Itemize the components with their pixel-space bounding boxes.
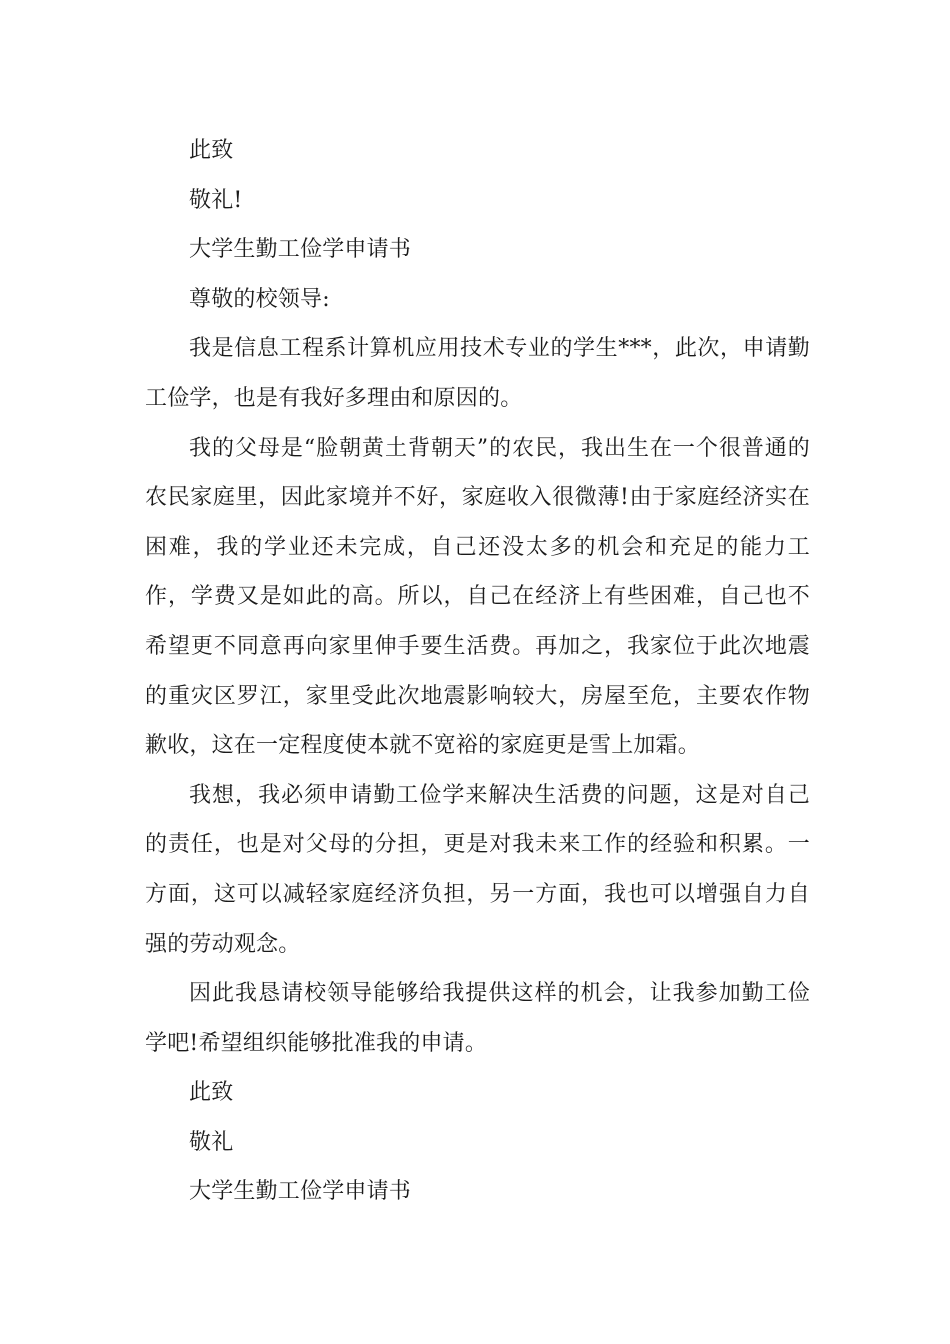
closing-salutation: 此致 bbox=[189, 138, 234, 163]
closing-salutation: 此致 bbox=[189, 1080, 234, 1106]
closing-respect: 敬礼! bbox=[189, 187, 243, 213]
body-paragraph: 我想，我必须申请勤工俭学来解决生活费的问题，这是对自己的责任，也是对父母的分担，更是对我未来工作的经验和积累。一方面，这可以减轻家庭经济负担，另一方面，我也可以增强自力自强的劳动观念。 bbox=[145, 782, 810, 957]
closing-respect: 敬礼 bbox=[189, 1129, 234, 1155]
body-paragraph: 我是信息工程系计算机应用技术专业的学生***，此次，申请勤工俭学，也是有我好多理由和原因的。 bbox=[145, 336, 810, 411]
greeting: 尊敬的校领导: bbox=[189, 286, 330, 312]
document-title: 大学生勤工俭学申请书 bbox=[189, 237, 412, 263]
document-title: 大学生勤工俭学申请书 bbox=[189, 1179, 412, 1205]
document-body bbox=[145, 126, 810, 1217]
body-paragraph: 我的父母是“脸朝黄土背朝天”的农民，我出生在一个很普通的农民家庭里，因此家境并不好，家庭收入很微薄!由于家庭经济实在困难，我的学业还未完成，自己还没太多的机会和充足的能力工作，学费又是如此的高。所以，自己在经济上有些困难，自己也不希望更不同意再向家里伸手要生活费。再加之，我家位于此次地震的重灾区罗江，家里受此次地震影响较大，房屋至危，主要农作物歉收，这在一定程度使本就不宽裕的家庭更是雪上加霜。 bbox=[145, 435, 810, 759]
body-paragraph: 因此我恳请校领导能够给我提供这样的机会，让我参加勤工俭学吧!希望组织能够批准我的申请。 bbox=[145, 981, 810, 1056]
